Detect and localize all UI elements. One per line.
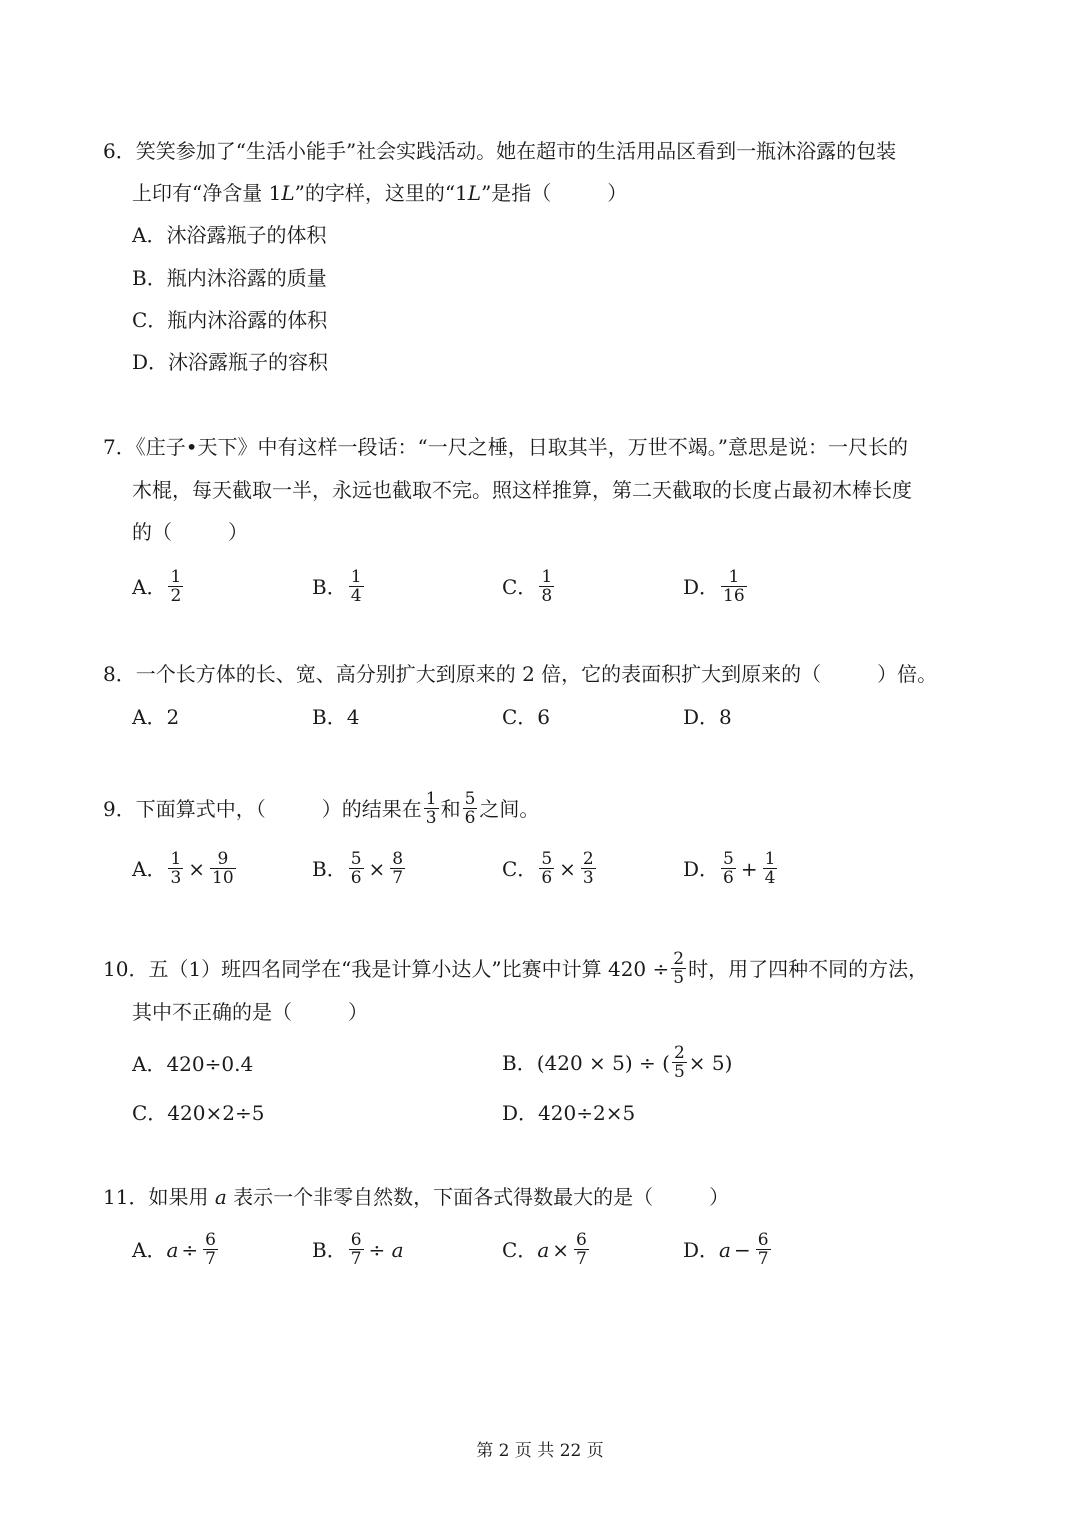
q8-option-d[interactable]: D．8: [683, 705, 732, 729]
fraction: $\frac{5}{6}$: [464, 789, 476, 828]
fraction: $\frac{1}{4}$: [764, 849, 776, 888]
fraction: $\frac{1}{3}$: [170, 849, 182, 888]
q9-stem: 9．下面算式中，（ ）的结果在 $\frac{1}{3}$ 和 $\frac{5}{6}$ 之间。: [103, 789, 540, 828]
fraction: $\frac{5}{6}$: [723, 849, 734, 888]
q9-option-b[interactable]: B． $\frac{5}{6}$ × $\frac{8}{7}$: [312, 849, 404, 888]
q6-option-a[interactable]: A．沐浴露瓶子的体积: [132, 223, 327, 247]
q6-option-d[interactable]: D．沐浴露瓶子的容积: [132, 350, 329, 374]
q10-option-b[interactable]: B．(420 × 5) ÷ ( $\frac{2}{5}$ × 5): [502, 1043, 733, 1082]
q11-option-c[interactable]: C． a × $\frac{6}{7}$: [502, 1230, 587, 1269]
q10-stem-line1: 10．五（1）班四名同学在“我是计算小达人”比赛中计算 420 ÷ $\frac{2}{5}$ 时，用了四种不同的方法，: [103, 949, 929, 988]
fraction: $\frac{1}{8}$: [541, 567, 553, 606]
fraction: $\frac{1}{16}$: [723, 567, 745, 606]
q6-option-c[interactable]: C．瓶内沐浴露的体积: [132, 308, 328, 332]
q8-stem: 8．一个长方体的长、宽、高分别扩大到原来的 2 倍，它的表面积扩大到原来的（ ）倍。: [103, 662, 938, 686]
fraction: $\frac{2}{3}$: [582, 849, 594, 888]
fraction: $\frac{6}{7}$: [576, 1230, 587, 1269]
fraction: $\frac{6}{7}$: [205, 1230, 216, 1269]
fraction: $\frac{5}{6}$: [350, 849, 362, 888]
q7-stem-line3: 的（ ）: [132, 520, 248, 544]
q6-stem-line1: 6．笑笑参加了“生活小能手”社会实践活动。她在超市的生活用品区看到一瓶沐浴露的包装: [103, 139, 897, 163]
q7-option-a[interactable]: A． $\frac{1}{2}$: [132, 567, 182, 606]
q11-option-d[interactable]: D． a − $\frac{6}{7}$: [683, 1230, 769, 1269]
page-footer: 第 2 页 共 22 页: [476, 1441, 604, 1461]
fraction: $\frac{2}{5}$: [673, 949, 685, 988]
fraction: $\frac{8}{7}$: [392, 849, 404, 888]
fraction: $\frac{2}{5}$: [673, 1043, 685, 1082]
q6-option-b[interactable]: B．瓶内沐浴露的质量: [132, 266, 327, 290]
q9-option-c[interactable]: C． $\frac{5}{6}$ × $\frac{2}{3}$: [502, 849, 594, 888]
fraction: $\frac{1}{3}$: [425, 789, 437, 828]
q8-option-c[interactable]: C．6: [502, 705, 551, 729]
q10-stem-line2: 其中不正确的是（ ）: [132, 1000, 368, 1024]
q11-stem: 11．如果用 a 表示一个非零自然数，下面各式得数最大的是（ ）: [103, 1185, 730, 1209]
q7-option-c[interactable]: C． $\frac{1}{8}$: [502, 567, 553, 606]
q7-option-d[interactable]: D． $\frac{1}{16}$: [683, 567, 745, 606]
q10-option-c[interactable]: C．420×2÷5: [132, 1101, 265, 1125]
fraction: $\frac{1}{2}$: [170, 567, 182, 606]
q10-option-d[interactable]: D．420÷2×5: [502, 1101, 636, 1125]
q7-option-b[interactable]: B． $\frac{1}{4}$: [312, 567, 362, 606]
fraction: $\frac{6}{7}$: [757, 1230, 769, 1269]
fraction: $\frac{6}{7}$: [350, 1230, 362, 1269]
q8-option-b[interactable]: B．4: [312, 705, 360, 729]
fraction: $\frac{1}{4}$: [350, 567, 362, 606]
q9-option-d[interactable]: D． $\frac{5}{6}$ + $\frac{1}{4}$: [683, 849, 776, 888]
fraction: $\frac{9}{10}$: [212, 849, 234, 888]
q11-option-b[interactable]: B． $\frac{6}{7}$ ÷ a: [312, 1230, 404, 1269]
q11-option-a[interactable]: A． a ÷ $\frac{6}{7}$: [132, 1230, 216, 1269]
q7-stem-line1: 7．《庄子•天下》中有这样一段话：“一尺之棰，日取其半，万世不竭。”意思是说：一尺长的: [103, 435, 908, 459]
q10-option-a[interactable]: A．420÷0.4: [132, 1052, 254, 1076]
q6-stem-line2: 上印有“净含量 1L”的字样，这里的“1L”是指（ ）: [132, 181, 628, 205]
q7-stem-line2: 木棍，每天截取一半，永远也截取不完。照这样推算，第二天截取的长度占最初木棒长度: [132, 478, 912, 502]
q8-option-a[interactable]: A．2: [132, 705, 180, 729]
fraction: $\frac{5}{6}$: [541, 849, 553, 888]
q9-option-a[interactable]: A． $\frac{1}{3}$ × $\frac{9}{10}$: [132, 849, 234, 888]
